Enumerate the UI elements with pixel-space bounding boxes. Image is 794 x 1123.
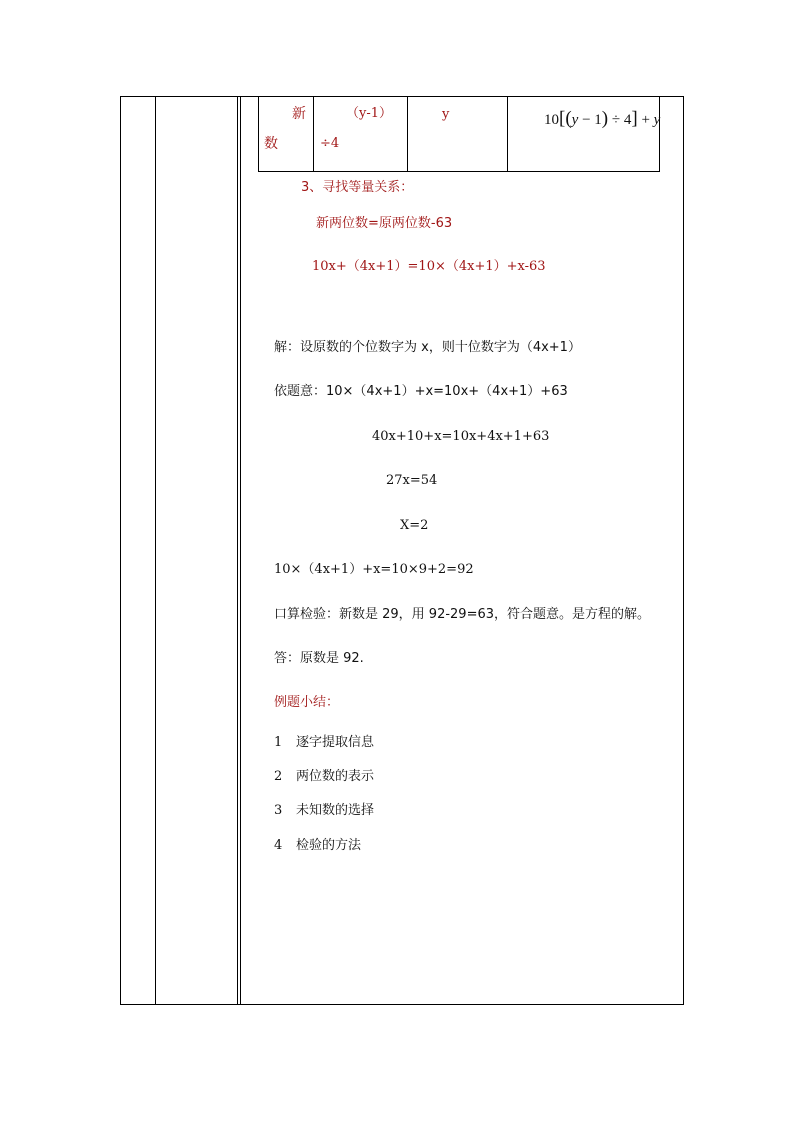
solution-check: 口算检验：新数是 29，用 92-29=63，符合题意。是方程的解。 xyxy=(274,607,651,622)
formula-var-y2: y xyxy=(653,112,661,128)
column-divider-1 xyxy=(155,97,156,1004)
summary-item-1-num: 1 xyxy=(274,735,283,750)
solution-expand: 40x+10+x=10x+4x+1+63 xyxy=(372,429,550,444)
tens-digit-expr-2: ÷4 xyxy=(320,136,340,151)
new-number-label-1: 新 xyxy=(292,106,306,122)
column-divider-2 xyxy=(237,97,238,1004)
summary-item-2-text: 两位数的表示 xyxy=(296,769,375,784)
formula-coef: 10 xyxy=(544,112,559,128)
summary-item-2-num: 2 xyxy=(274,769,283,784)
solution-result: X=2 xyxy=(400,518,429,533)
step3-heading: 3、寻找等量关系： xyxy=(301,180,414,195)
summary-item-1-text: 逐字提取信息 xyxy=(296,735,375,750)
inner-col-divider-3 xyxy=(507,97,508,171)
solution-answer: 答：原数是 92. xyxy=(274,651,364,666)
summary-item-3-num: 3 xyxy=(274,803,283,818)
formula-plus: + xyxy=(637,112,654,128)
summary-item-4-num: 4 xyxy=(274,838,283,853)
summary-title: 例题小结： xyxy=(274,695,340,710)
inner-col-divider-2 xyxy=(407,97,408,171)
formula-div-four: ÷ 4 xyxy=(608,112,632,128)
summary-item-4-text: 检验的方法 xyxy=(296,838,362,853)
summary-item-3-text: 未知数的选择 xyxy=(296,803,375,818)
new-number-label-2: 数 xyxy=(264,136,278,152)
formula-bracket-open: [ xyxy=(559,108,566,129)
inner-col-divider-1 xyxy=(313,97,314,171)
column-divider-3 xyxy=(240,97,241,1004)
formula-paren-open: ( xyxy=(565,108,572,129)
new-number-formula xyxy=(544,108,660,130)
relation-equation: 10x+（4x+1）=10×（4x+1）+x-63 xyxy=(312,259,546,274)
solution-setup: 依题意：10×（4x+1）+x=10x+（4x+1）+63 xyxy=(274,384,568,399)
tens-digit-expr-1: （y-1） xyxy=(346,106,393,121)
formula-minus-one: − 1 xyxy=(578,112,602,128)
formula-paren-close: ) xyxy=(601,108,609,129)
solution-simplify: 27x=54 xyxy=(386,473,438,488)
solution-number: 10×（4x+1）+x=10×9+2=92 xyxy=(274,562,474,577)
formula-var-y: y xyxy=(571,112,579,128)
formula-bracket-close: ] xyxy=(631,108,638,129)
solution-assumption: 解：设原数的个位数字为 x，则十位数字为（4x+1） xyxy=(274,340,581,355)
equality-relation: 新两位数=原两位数-63 xyxy=(316,216,453,231)
outer-table xyxy=(120,96,684,1005)
units-digit-expr: y xyxy=(442,107,450,122)
